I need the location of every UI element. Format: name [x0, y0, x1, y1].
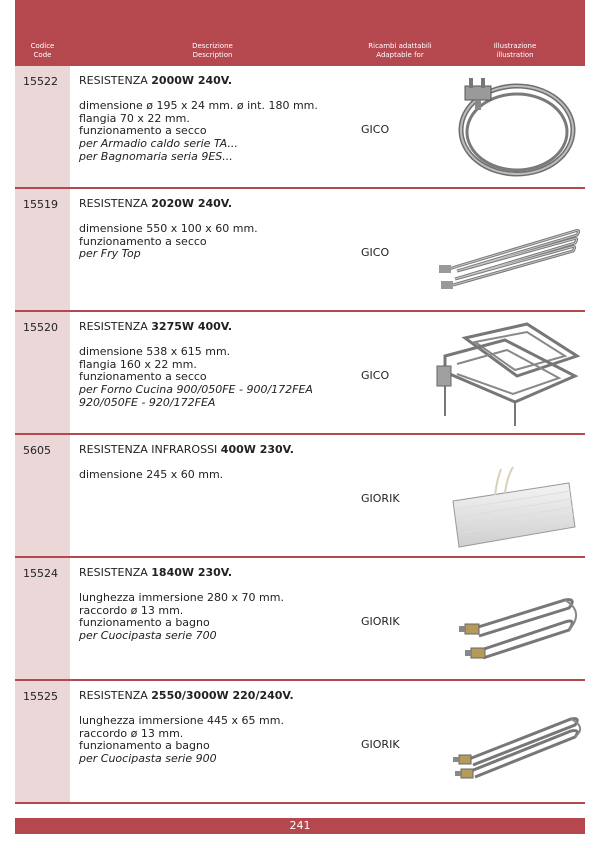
- spec-line: raccordo ø 13 mm.: [79, 726, 184, 740]
- title-prefix: RESISTENZA: [79, 566, 152, 579]
- application-line: per Fry Top: [79, 247, 141, 261]
- spec-line: funzionamento a bagno: [79, 616, 210, 630]
- application-line: per Armadio caldo serie TA...: [79, 137, 238, 151]
- product-code: 15525: [23, 690, 58, 703]
- table-row: [15, 66, 585, 189]
- brand: GICO: [361, 123, 390, 136]
- product-description: [79, 75, 354, 164]
- header-description: [70, 42, 355, 60]
- product-description: [79, 567, 354, 643]
- header-spares: [355, 42, 445, 60]
- page-number: 241: [289, 819, 311, 832]
- row-divider: [15, 802, 585, 804]
- flat-serpentine-heating-element-icon: [435, 193, 583, 307]
- spec-line: funzionamento a secco: [79, 124, 207, 138]
- oven-grid-heating-element-icon: [435, 316, 583, 430]
- title-prefix: RESISTENZA: [79, 689, 152, 702]
- product-title: [79, 321, 354, 334]
- table-row: [15, 435, 585, 558]
- application-line: per Cuocipasta serie 700: [79, 629, 217, 643]
- title-power: 2020W 240V.: [151, 197, 233, 210]
- header-illustration: [445, 42, 585, 60]
- page-footer: [15, 818, 585, 834]
- product-description: [79, 690, 354, 766]
- spec-line: funzionamento a bagno: [79, 739, 210, 753]
- table-row: [15, 681, 585, 804]
- header-description-en: Description: [192, 51, 233, 59]
- application-line: 920/050FE - 920/172FEA: [79, 395, 216, 409]
- title-power: 2550/3000W 220/240V.: [151, 689, 294, 702]
- title-prefix: RESISTENZA: [79, 320, 152, 333]
- application-line: per Forno Cucina 900/050FE - 900/172FEA: [79, 383, 313, 397]
- product-description: [79, 444, 354, 482]
- header-code-en: Code: [33, 51, 52, 59]
- table-header: [15, 0, 585, 66]
- spec-line: funzionamento a secco: [79, 234, 207, 248]
- title-prefix: RESISTENZA INFRAROSSI: [79, 443, 221, 456]
- application-line: per Bagnomaria seria 9ES...: [79, 149, 233, 163]
- immersion-heating-element-short-icon: [435, 562, 583, 676]
- immersion-heating-element-long-icon: [435, 685, 583, 799]
- spec-line: flangia 70 x 22 mm.: [79, 111, 190, 125]
- header-code-it: Codice: [30, 42, 55, 50]
- product-title: [79, 690, 354, 703]
- spec-line: dimensione 550 x 100 x 60 mm.: [79, 221, 258, 235]
- title-power: 3275W 400V.: [151, 320, 233, 333]
- brand: GIORIK: [361, 492, 400, 505]
- header-spares-en: Adaptable for: [376, 51, 424, 59]
- product-description: [79, 198, 354, 261]
- brand: GIORIK: [361, 615, 400, 628]
- title-prefix: RESISTENZA: [79, 197, 152, 210]
- brand: GICO: [361, 246, 390, 259]
- product-code: 15520: [23, 321, 58, 334]
- header-code: [15, 42, 70, 60]
- table-row: [15, 189, 585, 312]
- circular-heating-element-icon: [435, 70, 583, 184]
- product-title: [79, 444, 354, 457]
- product-code: 15524: [23, 567, 58, 580]
- product-code: 15522: [23, 75, 58, 88]
- table-row: [15, 558, 585, 681]
- header-spares-it: Ricambi adattabili: [368, 42, 432, 50]
- application-line: per Cuocipasta serie 900: [79, 752, 217, 766]
- spec-line: flangia 160 x 22 mm.: [79, 357, 197, 371]
- table-row: [15, 312, 585, 435]
- product-code: 5605: [23, 444, 51, 457]
- product-title: [79, 75, 354, 88]
- header-illustration-it: Illustrazione: [493, 42, 537, 50]
- title-prefix: RESISTENZA: [79, 74, 152, 87]
- spec-line: lunghezza immersione 280 x 70 mm.: [79, 590, 284, 604]
- title-power: 400W 230V.: [220, 443, 294, 456]
- product-description: [79, 321, 354, 410]
- header-illustration-en: illustration: [496, 51, 534, 59]
- product-code: 15519: [23, 198, 58, 211]
- title-power: 2000W 240V.: [151, 74, 233, 87]
- product-title: [79, 198, 354, 211]
- spec-line: lunghezza immersione 445 x 65 mm.: [79, 713, 284, 727]
- title-power: 1840W 230V.: [151, 566, 233, 579]
- brand: GIORIK: [361, 738, 400, 751]
- spec-line: dimensione ø 195 x 24 mm. ø int. 180 mm.: [79, 98, 318, 112]
- brand: GICO: [361, 369, 390, 382]
- spec-line: funzionamento a secco: [79, 370, 207, 384]
- product-title: [79, 567, 354, 580]
- spec-line: dimensione 245 x 60 mm.: [79, 467, 224, 481]
- header-description-it: Descrizione: [192, 42, 233, 50]
- spec-line: raccordo ø 13 mm.: [79, 603, 184, 617]
- catalog-page: [15, 0, 585, 848]
- infrared-ceramic-heater-icon: [435, 439, 583, 553]
- spec-line: dimensione 538 x 615 mm.: [79, 344, 231, 358]
